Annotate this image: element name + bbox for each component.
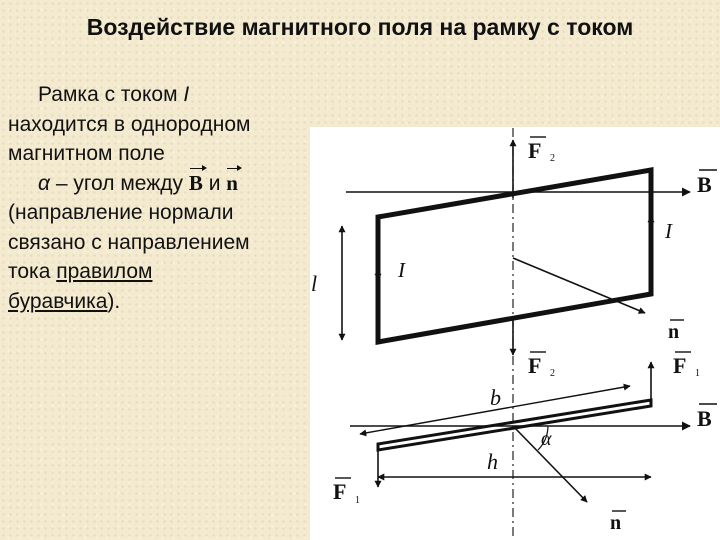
slide-title: Воздействие магнитного поля на рамку с током [86,14,634,40]
label-n-bottom [610,511,626,534]
body-line-1: Рамка с током I [38,83,190,106]
label-f1-right [673,352,700,379]
svg-text:B: B [697,406,712,431]
label-b-top [697,170,717,197]
label-f1-left [333,478,360,506]
body-line-8: буравчика). [8,289,121,313]
label-l: l [311,271,318,296]
body-line-2: находится в однородном [8,112,251,136]
svg-text:2: 2 [550,368,555,379]
svg-text:1: 1 [695,368,700,379]
label-i-right: I [665,219,672,243]
svg-text:n: n [668,321,680,343]
label-b-bottom [697,404,717,431]
vector-n-symbol: n [226,169,238,199]
label-alpha: α [541,428,552,450]
body-line-7: тока правилом [8,260,153,283]
body-line-6: связано с направлением [8,230,250,254]
svg-text:F: F [528,138,542,163]
svg-text:B: B [697,172,712,197]
current-frame [378,170,651,342]
frame-top-view [378,400,651,450]
body-line-5: (направление нормали [8,201,234,224]
svg-text:2: 2 [550,153,555,164]
body-line-3: магнитном поле [8,142,165,165]
svg-text:F: F [673,353,687,378]
label-b-width: b [490,385,501,410]
label-h: h [487,449,498,474]
svg-text:F: F [528,353,542,378]
svg-text:1: 1 [355,495,360,506]
label-f2-top [528,137,555,164]
svg-text:F: F [333,479,347,504]
label-n-front [668,320,684,343]
vector-b-symbol: B [189,169,203,199]
body-line-4: α – угол между B и n [8,169,308,199]
rule-link[interactable]: правилом [56,260,153,283]
svg-text:n: n [610,512,622,534]
label-i-frame: I [398,258,405,282]
corkscrew-link[interactable]: буравчика [8,289,108,313]
label-f2-bottom [528,352,555,379]
